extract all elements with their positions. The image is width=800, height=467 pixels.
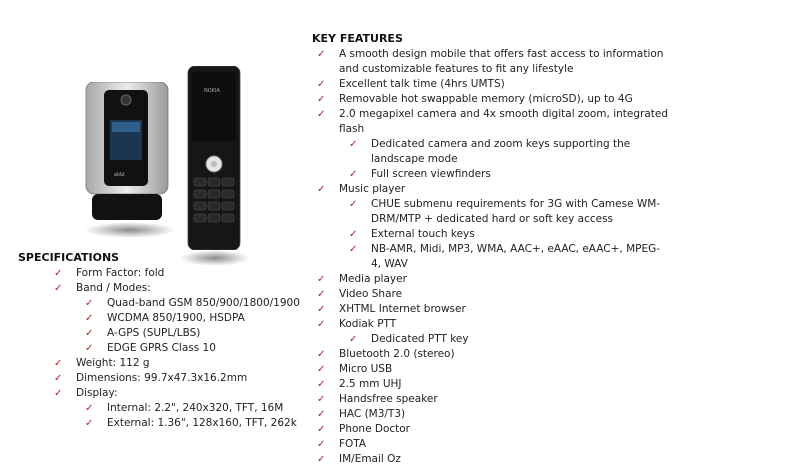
list-item — [317, 347, 669, 362]
sub-list-item — [349, 242, 669, 272]
list-item — [317, 287, 669, 302]
list-item-text: Handsfree speaker — [339, 393, 438, 405]
sub-list — [349, 137, 669, 182]
list-item-text: Bluetooth 2.0 (stereo) — [339, 348, 455, 360]
key-features-title: KEY FEATURES — [312, 32, 403, 45]
check-icon: ✓ — [317, 49, 326, 60]
sub-list-item-text: Internal: 2.2", 240x320, TFT, 16M — [107, 402, 284, 414]
check-icon: ✓ — [85, 403, 94, 414]
list-item — [317, 107, 669, 137]
check-icon: ✓ — [54, 358, 63, 369]
list-item-text: Display: — [76, 387, 118, 399]
list-item — [317, 317, 669, 332]
check-icon: ✓ — [317, 424, 326, 435]
list-item — [317, 437, 669, 452]
sub-list-item-text: EDGE GPRS Class 10 — [107, 342, 216, 354]
check-icon: ✓ — [317, 409, 326, 420]
sub-list-item-text: Quad-band GSM 850/900/1800/1900 — [107, 297, 300, 309]
phone-open-shadow — [84, 222, 176, 238]
sub-list-item-text: NB-AMR, Midi, MP3, WMA, AAC+, eAAC, eAAC+, MPEG-4, WAV — [371, 243, 661, 270]
list-item-text: XHTML Internet browser — [339, 303, 466, 315]
list-item-text: Media player — [339, 273, 407, 285]
key-features-list — [317, 47, 669, 467]
list-item-text: Phone Doctor — [339, 423, 411, 435]
list-item — [317, 92, 669, 107]
check-icon: ✓ — [85, 343, 94, 354]
list-item — [317, 302, 669, 317]
sub-list — [85, 401, 316, 431]
sub-list-item — [85, 401, 316, 416]
phone-fold-shadow — [180, 250, 250, 266]
list-item — [317, 392, 669, 407]
check-icon: ✓ — [317, 439, 326, 450]
phone-brand-label: NOKIA — [204, 88, 220, 94]
check-icon: ✓ — [317, 289, 326, 300]
check-icon: ✓ — [85, 313, 94, 324]
sub-list-item-text: A-GPS (SUPL/LBS) — [107, 327, 201, 339]
list-item — [54, 371, 316, 386]
list-item-text: Music player — [339, 183, 406, 195]
sub-list-item — [349, 332, 669, 347]
list-item — [317, 362, 669, 377]
list-item-text: A smooth design mobile that offers fast access to information and customizable features to fit any lifestyle — [339, 48, 664, 75]
check-icon: ✓ — [317, 364, 326, 375]
list-item-text: Removable hot swappable memory (microSD), up to 4G — [339, 93, 633, 105]
list-item — [317, 377, 669, 392]
sub-list-item-text: Dedicated PTT key — [371, 333, 469, 345]
list-item-text: FOTA — [339, 438, 367, 450]
list-item — [317, 272, 669, 287]
check-icon: ✓ — [317, 454, 326, 465]
list-item — [317, 422, 669, 437]
sub-list-item-text: External: 1.36", 128x160, TFT, 262k — [107, 417, 297, 429]
list-item-text: Band / Modes: — [76, 282, 151, 294]
list-item-text: 2.5 mm UHJ — [339, 378, 402, 390]
sub-list-item — [85, 326, 316, 341]
list-item-text: HAC (M3/T3) — [339, 408, 406, 420]
specifications-title: SPECIFICATIONS — [18, 251, 120, 264]
list-item-text: Excellent talk time (4hrs UMTS) — [339, 78, 505, 90]
list-item — [54, 266, 316, 281]
check-icon: ✓ — [54, 388, 63, 399]
list-item — [54, 281, 316, 296]
check-icon: ✓ — [349, 334, 358, 345]
sub-list — [85, 296, 316, 356]
check-icon: ✓ — [317, 304, 326, 315]
list-item-text: Weight: 112 g — [76, 357, 150, 369]
sub-list-item-text: CHUE submenu requirements for 3G with Camese WM-DRM/MTP + dedicated hard or soft key access — [371, 198, 661, 225]
check-icon: ✓ — [349, 139, 358, 150]
sub-list — [349, 197, 669, 272]
sub-list-item — [349, 167, 669, 182]
list-item-text: 2.0 megapixel camera and 4x smooth digital zoom, integrated flash — [339, 108, 669, 135]
sub-list-item — [349, 227, 669, 242]
sub-list-item — [85, 296, 316, 311]
sub-list-item — [85, 311, 316, 326]
check-icon: ✓ — [349, 244, 358, 255]
sub-list-item-text: Full screen viewfinders — [371, 168, 491, 180]
svg-text:at&t: at&t — [114, 172, 125, 178]
sub-list-item — [349, 197, 669, 227]
check-icon: ✓ — [85, 418, 94, 429]
sub-list-item — [85, 416, 316, 431]
check-icon: ✓ — [54, 373, 63, 384]
sub-list-item — [349, 137, 669, 167]
specifications-list — [54, 266, 316, 431]
sub-list-item — [85, 341, 316, 356]
list-item-text: Dimensions: 99.7x47.3x16.2mm — [76, 372, 248, 384]
check-icon: ✓ — [317, 184, 326, 195]
list-item-text: Form Factor: fold — [76, 267, 165, 279]
check-icon: ✓ — [54, 283, 63, 294]
list-item-text: Video Share — [339, 288, 403, 300]
phone-fold-image — [186, 66, 242, 250]
check-icon: ✓ — [85, 328, 94, 339]
list-item — [317, 407, 669, 422]
sub-list-item-text: Dedicated camera and zoom keys supporting the landscape mode — [371, 138, 631, 165]
check-icon: ✓ — [349, 169, 358, 180]
list-item — [317, 452, 669, 467]
check-icon: ✓ — [349, 199, 358, 210]
list-item — [54, 356, 316, 371]
list-item — [317, 77, 669, 92]
sub-list-item-text: WCDMA 850/1900, HSDPA — [107, 312, 245, 324]
sub-list — [349, 332, 669, 347]
list-item-text: Micro USB — [339, 363, 393, 375]
phone-open-image — [82, 82, 172, 222]
list-item — [54, 386, 316, 401]
check-icon: ✓ — [85, 298, 94, 309]
check-icon: ✓ — [317, 274, 326, 285]
check-icon: ✓ — [54, 268, 63, 279]
list-item-text: IM/Email Oz — [339, 453, 401, 465]
check-icon: ✓ — [317, 379, 326, 390]
check-icon: ✓ — [317, 109, 326, 120]
list-item — [317, 47, 669, 77]
check-icon: ✓ — [317, 94, 326, 105]
check-icon: ✓ — [349, 229, 358, 240]
sub-list-item-text: External touch keys — [371, 228, 475, 240]
list-item — [317, 182, 669, 197]
check-icon: ✓ — [317, 79, 326, 90]
list-item-text: Kodiak PTT — [339, 318, 397, 330]
check-icon: ✓ — [317, 394, 326, 405]
check-icon: ✓ — [317, 349, 326, 360]
check-icon: ✓ — [317, 319, 326, 330]
